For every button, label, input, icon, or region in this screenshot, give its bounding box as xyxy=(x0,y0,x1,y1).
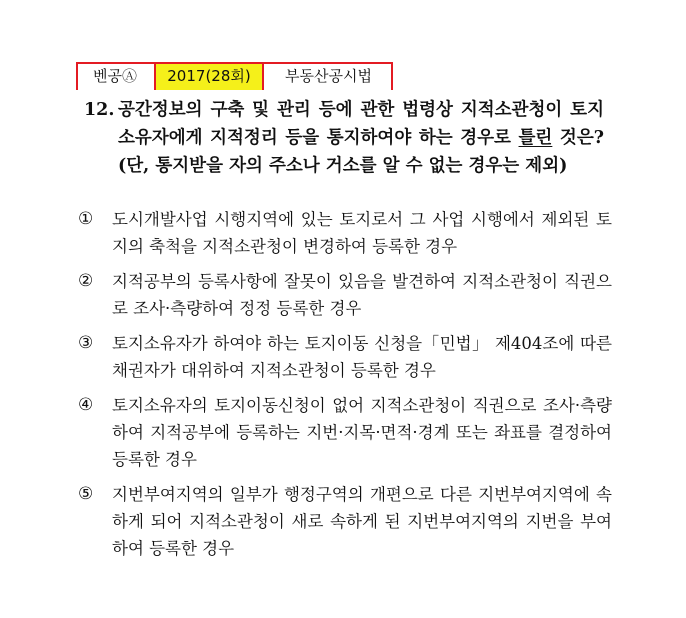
option-4[interactable] xyxy=(78,392,612,473)
option-5-text: 지번부여지역의 일부가 행정구역의 개편으로 다른 지번부여지역에 속하게 되어 지적소관청이 새로 속하게 된 지번부여지역의 지번을 부여하여 등록한 경우 xyxy=(112,485,612,558)
option-1[interactable] xyxy=(78,206,612,260)
option-1-mark: ① xyxy=(78,209,94,229)
answer-options xyxy=(78,206,612,570)
option-2[interactable] xyxy=(78,268,612,322)
option-2-text: 지적공부의 등록사항에 잘못이 있음을 발견하여 지적소관청이 직권으로 조사·측량하여 정정 등록한 경우 xyxy=(112,272,612,318)
option-3-text: 토지소유자가 하여야 하는 토지이동 신청을「민법」 제404조에 따른 채권자가 대위하여 지적소관청이 등록한 경우 xyxy=(112,334,612,380)
question-number: 12. xyxy=(84,100,115,120)
option-5-mark: ⑤ xyxy=(78,484,94,504)
question xyxy=(84,96,604,180)
option-4-text: 토지소유자의 토지이동신청이 없어 지적소관청이 직권으로 조사·측량하여 지적공부에 등록하는 지번·지목·면적·경계 또는 좌표를 결정하여 등록한 경우 xyxy=(112,396,612,469)
option-2-mark: ② xyxy=(78,271,94,291)
question-underlined-word: 틀린 xyxy=(518,128,553,148)
option-3[interactable] xyxy=(78,330,612,384)
option-5[interactable] xyxy=(78,481,612,562)
law-tag: 부동산공시법 xyxy=(285,67,372,85)
question-text-before: 공간정보의 구축 및 관리 등에 관한 법령상 지적소관청이 토지소유자에게 지적정리 등을 통지하여야 하는 경우로 xyxy=(118,100,604,148)
exam-tag-bar xyxy=(76,62,393,90)
question-text xyxy=(118,96,604,180)
subject-tag: 벤공Ⓐ xyxy=(93,67,137,85)
option-1-text: 도시개발사업 시행지역에 있는 토지로서 그 사업 시행에서 제외된 토지의 축척을 지적소관청이 변경하여 등록한 경우 xyxy=(112,210,612,256)
question-text-after: 것은?(단, 통지받을 자의 주소나 거소를 알 수 없는 경우는 제외) xyxy=(118,128,604,176)
option-3-mark: ③ xyxy=(78,333,94,353)
option-4-mark: ④ xyxy=(78,395,94,415)
exam-year-tag: 2017(28회) xyxy=(154,62,264,90)
